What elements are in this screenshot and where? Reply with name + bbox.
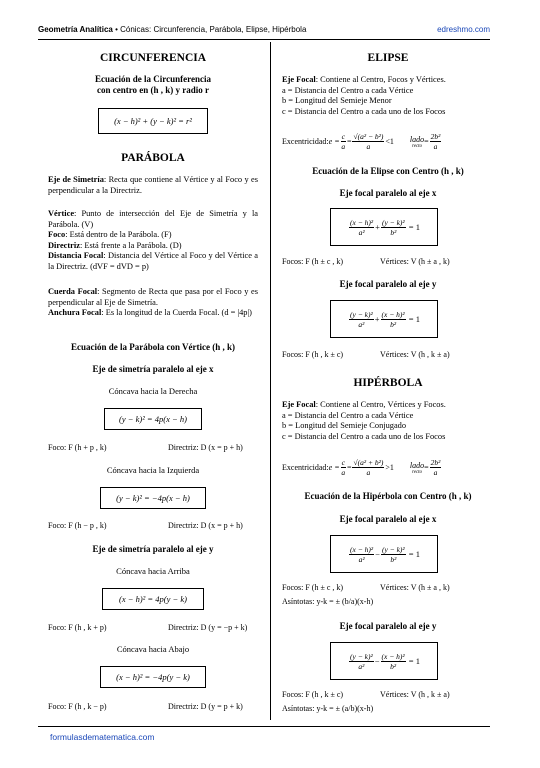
parab-derecha-directriz: Directriz: D (x = p + h)	[168, 443, 243, 452]
header-site-link[interactable]: edreshmo.com	[437, 25, 490, 34]
circ-formula-box: (x − h)² + (y − k)² = r²	[98, 108, 208, 134]
elipse-ejex-formula: $\frac{\text{(x − h)²}}{\text{a²}}$ + $\frac{\text{(y − k)²}}{\text{b²}}$ = 1	[330, 208, 438, 246]
page-header-title: Geometría Analítica • Cónicas: Circunferencia, Parábola, Elipse, Hipérbola	[38, 25, 307, 34]
hiper-ejex-focos: Focos: F (h ± c , k)	[282, 583, 344, 592]
elipse-ejex-title: Eje focal paralelo al eje x	[339, 188, 437, 198]
parab-izquierda-foco: Foco: F (h − p , k)	[48, 521, 107, 530]
hiper-ejey-asintotas: Asíntotas: y-k = ± (a/b)(x-h)	[282, 704, 374, 713]
parab-arriba-foco: Foco: F (h , k + p)	[48, 623, 107, 632]
footer-site-link[interactable]: formulasdematematica.com	[50, 732, 155, 742]
elipse-ejey-formula: $\frac{\text{(y − k)²}}{\text{a²}}$ + $\frac{\text{(x − h)²}}{\text{b²}}$ = 1	[330, 300, 438, 338]
elipse-ejey-focos: Focos: F (h , k ± c)	[282, 350, 344, 359]
elipse-ejey-vertices: Vértices: V (h , k ± a)	[380, 350, 450, 359]
parab-axis-x-title: Eje de simetría paralelo al eje x	[92, 364, 214, 374]
elipse-excentricidad: Excentricidad: e = $\frac{c}{a}$ = $\frac{\text{√(a² − b²)}}{a}$ <1 lado recto = $\frac{\text{2b²}}{a}$	[282, 132, 441, 151]
hiper-eq-title: Ecuación de la Hipérbola con Centro (h , k)	[304, 491, 472, 501]
parab-abajo-foco: Foco: F (h , k − p)	[48, 702, 107, 711]
hiper-ejey-formula: $\frac{\text{(y − k)²}}{\text{a²}}$ − $\frac{\text{(x − h)²}}{\text{b²}}$ = 1	[330, 642, 438, 680]
hiper-excentricidad: Excentricidad: e = $\frac{c}{a}$ = $\frac{\text{√(a² + b²)}}{a}$ >1 lado recto = $\frac{\text{2b²}}{a}$	[282, 458, 441, 477]
parab-derecha-formula: (y − k)² = 4p(x − h)	[104, 408, 202, 430]
parab-cuerda-anchura: Cuerda Focal: Segmento de Recta que pasa por el Foco y es perpendicular al Eje de Simetría. Anchura Focal: Es la longitud de la Cuerda Focal. (d = |4p|)	[48, 287, 258, 317]
elipse-ejex-vertices: Vértices: V (h ± a , k)	[380, 257, 450, 266]
parab-definitions: Vértice: Punto de intersección del Eje de Simetría y la Parábola. (V) Foco: Está dentro de la Parábola. (F) Directriz: Está frente a la Parábola. (D) Distancia Focal: Distancia del Vértice al Foco y del Vértice a la Directriz. (dVF = dVD = p)	[48, 209, 258, 271]
circ-eq-title-2: con centro en (h , k) y radio r	[96, 85, 210, 95]
hiper-ejex-title: Eje focal paralelo al eje x	[339, 514, 437, 524]
parab-eje-simetria: Eje de Simetría: Recta que contiene al Vértice y al Foco y es perpendicular a la Directriz.	[48, 175, 258, 195]
parab-arriba-label: Cóncava hacia Arriba	[116, 566, 190, 576]
elipse-definitions: Eje Focal: Contiene al Centro, Focos y Vértices. a = Distancia del Centro a cada Vértice b = Longitud del Semieje Menor c = Distancia del Centro a cada uno de los Focos	[282, 75, 446, 116]
parab-axis-y-title: Eje de simetría paralelo al eje y	[92, 544, 214, 554]
circunferencia-title: CIRCUNFERENCIA	[99, 52, 207, 64]
hiper-ejey-focos: Focos: F (h , k ± c)	[282, 690, 344, 699]
left-column	[48, 0, 258, 768]
parab-arriba-formula: (x − h)² = 4p(y − k)	[102, 588, 204, 610]
hiper-ejex-vertices: Vértices: V (h ± a , k)	[380, 583, 450, 592]
hiper-ejex-formula: $\frac{\text{(x − h)²}}{\text{a²}}$ − $\frac{\text{(y − k)²}}{\text{b²}}$ = 1	[330, 535, 438, 573]
elipse-eq-title: Ecuación de la Elipse con Centro (h , k)	[312, 166, 464, 176]
hiper-definitions: Eje Focal: Contiene al Centro, Vértices y Focos. a = Distancia del Centro a cada Vértice b = Longitud del Semieje Conjugado c = Distancia del Centro a cada uno de los Focos	[282, 400, 446, 441]
elipse-ejex-focos: Focos: F (h ± c , k)	[282, 257, 344, 266]
parabola-title: PARÁBOLA	[121, 152, 185, 164]
elipse-ejey-title: Eje focal paralelo al eje y	[339, 279, 437, 289]
circ-eq-title-1: Ecuación de la Circunferencia	[95, 74, 211, 84]
elipse-title: ELIPSE	[367, 52, 409, 64]
hiperbola-title: HIPÉRBOLA	[353, 377, 423, 389]
parab-abajo-label: Cóncava hacia Abajo	[116, 644, 190, 654]
column-divider	[270, 42, 271, 720]
parab-eq-title: Ecuación de la Parábola con Vértice (h , k)	[70, 342, 236, 352]
hiper-ejex-asintotas: Asíntotas: y-k = ± (b/a)(x-h)	[282, 597, 374, 606]
parab-derecha-foco: Foco: F (h + p , k)	[48, 443, 107, 452]
parab-arriba-directriz: Directriz: D (y = −p + k)	[168, 623, 248, 632]
right-column	[282, 0, 494, 768]
parab-izquierda-formula: (y − k)² = −4p(x − h)	[100, 487, 206, 509]
parab-abajo-formula: (x − h)² = −4p(y − k)	[100, 666, 206, 688]
hiper-ejey-title: Eje focal paralelo al eje y	[339, 621, 437, 631]
parab-izquierda-directriz: Directriz: D (x = p + h)	[168, 521, 243, 530]
hiper-ejey-vertices: Vértices: V (h , k ± a)	[380, 690, 450, 699]
parab-izquierda-label: Cóncava hacia la Izquierda	[106, 465, 200, 475]
parab-abajo-directriz: Directriz: D (y = p + k)	[168, 702, 243, 711]
parab-derecha-label: Cóncava hacia la Derecha	[108, 386, 198, 396]
